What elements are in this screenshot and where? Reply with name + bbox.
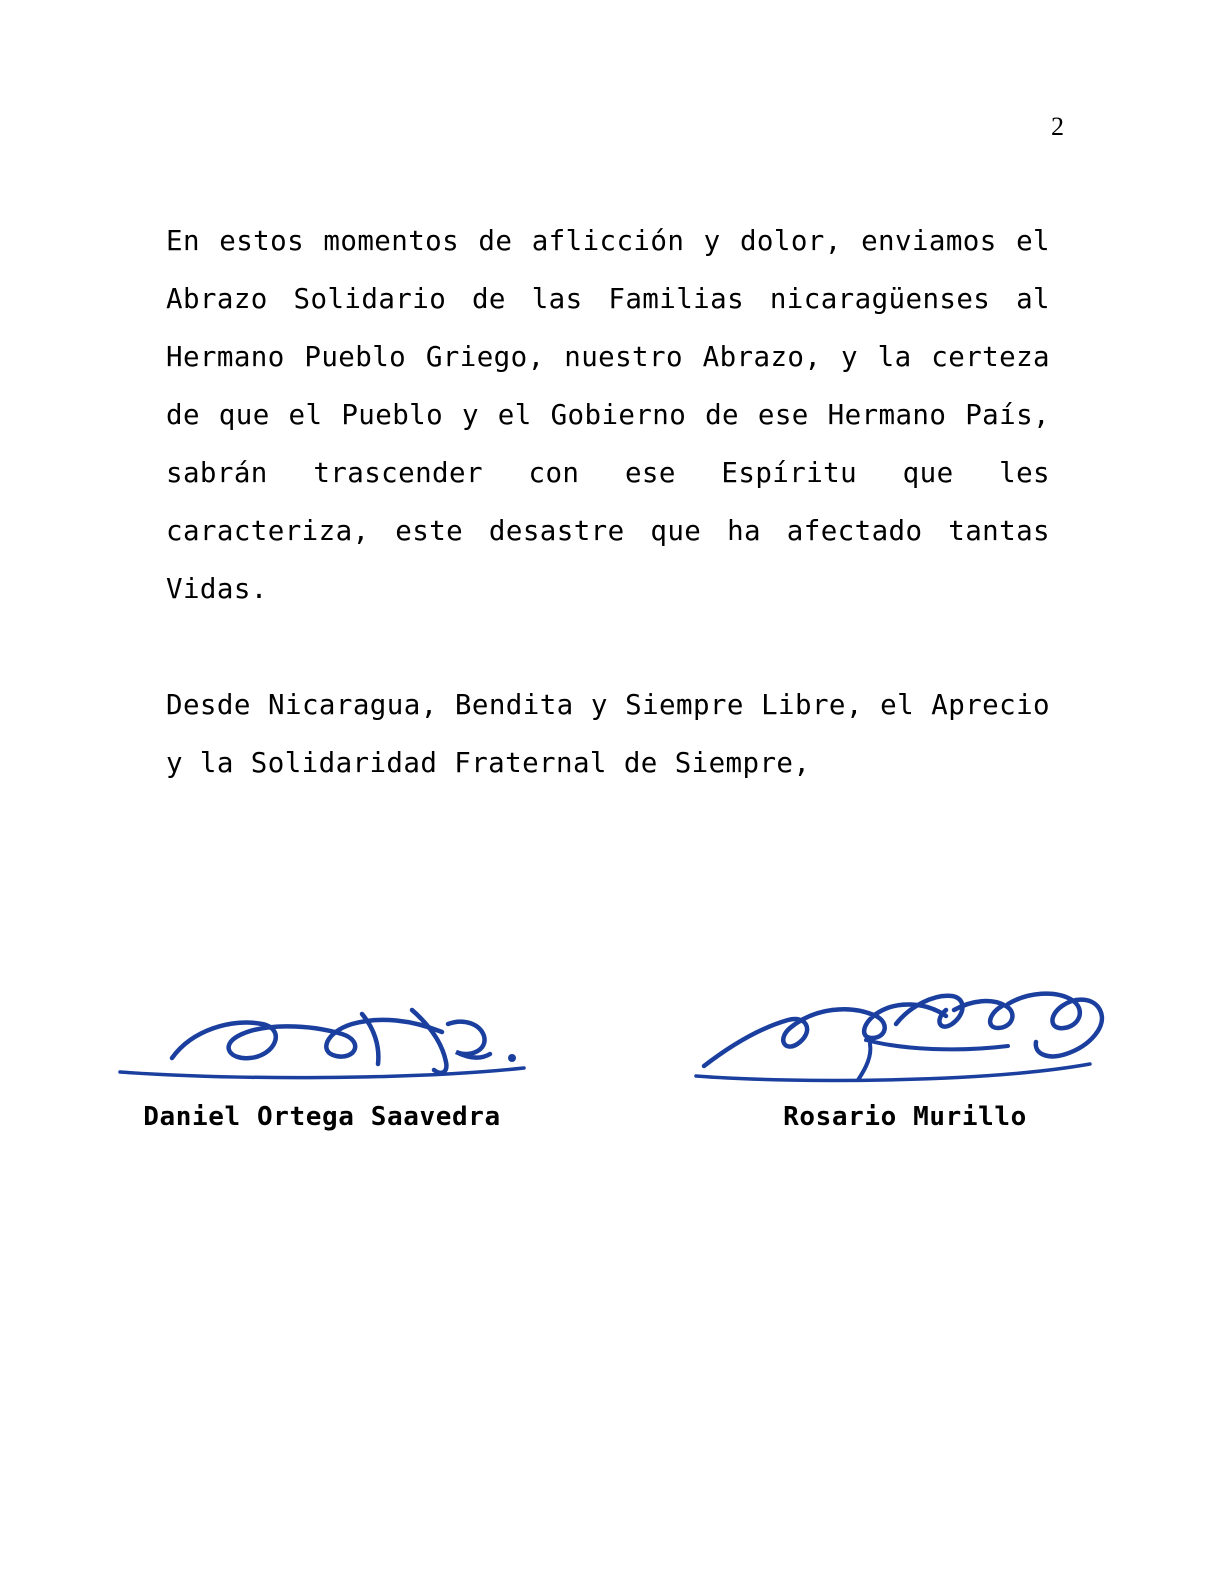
paragraph-spacer: [166, 618, 1050, 676]
page-number: 2: [1051, 112, 1064, 141]
handwritten-signature-icon: [112, 980, 532, 1098]
signatory-name: Rosario Murillo: [783, 1102, 1027, 1132]
paragraph-1: En estos momentos de aflicción y dolor, enviamos el Abrazo Solidario de las Familias nicaragüenses al Hermano Pueblo Griego, nuestro Abrazo, y la certeza de que el Pueblo y el Gobierno de ese Hermano País, sabrán trascender con ese Espíritu que les caracteriza, este desastre que ha afectado tantas Vidas.: [166, 225, 1050, 605]
handwritten-signature-icon: [690, 980, 1110, 1098]
paragraph-2: Desde Nicaragua, Bendita y Siempre Libre, el Aprecio y la Solidaridad Fraternal de Siempre,: [166, 689, 1050, 779]
letter-body: [166, 212, 1050, 792]
signature-area: [0, 980, 1224, 1180]
signatory-name: Daniel Ortega Saavedra: [143, 1102, 501, 1132]
signature-block-daniel-ortega: [112, 980, 532, 1132]
signature-block-rosario-murillo: [690, 980, 1110, 1132]
